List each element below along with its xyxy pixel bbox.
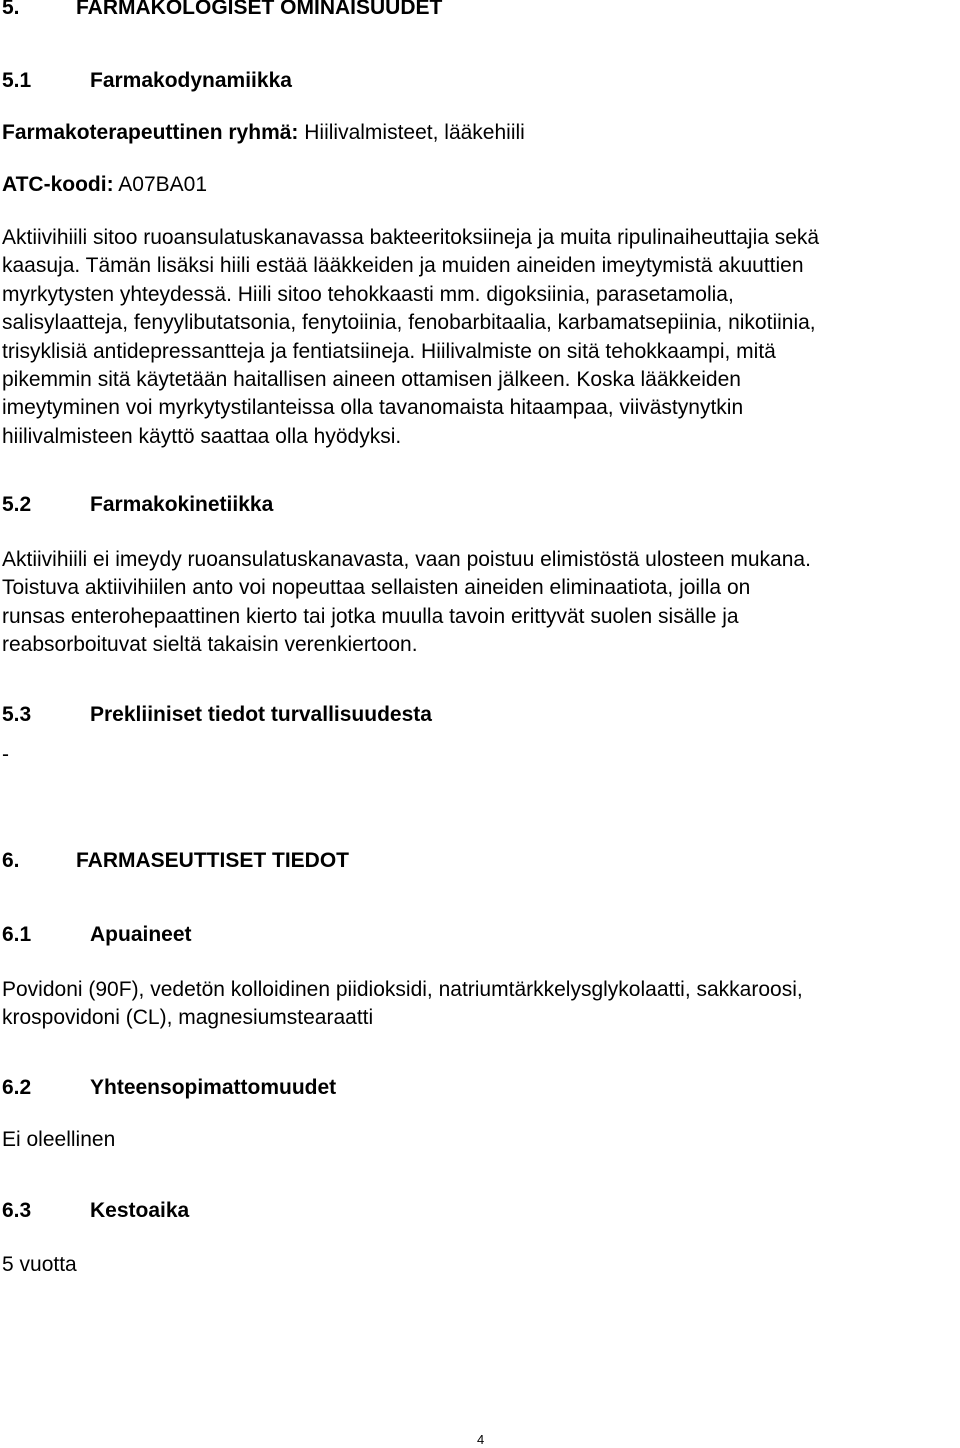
subsection-heading-5-2: [2, 493, 273, 517]
paragraph-line: imeytyminen voi myrkytystilanteissa olla tavanomaista hitaampaa, viivästynytkin: [2, 396, 744, 420]
shelf-life-text: 5 vuotta: [2, 1253, 77, 1276]
excipients-paragraph: [2, 976, 957, 1033]
therapeutic-group-line: [2, 121, 525, 145]
section-number: 5.: [2, 0, 20, 19]
page-number: 4: [477, 1432, 485, 1447]
therapeutic-group-value: Hiilivalmisteet, lääkehiili: [298, 121, 525, 144]
paragraph-line: reabsorboituvat sieltä takaisin verenkiertoon.: [2, 633, 418, 657]
paragraph-line: krospovidoni (CL), magnesiumstearaatti: [2, 1006, 374, 1030]
preclinical-text: -: [2, 743, 9, 766]
paragraph-line: Toistuva aktiivihiilen anto voi nopeuttaa sellaisten aineiden eliminaatiota, joilla on: [2, 576, 751, 600]
atc-code-label: ATC-koodi:: [2, 173, 114, 196]
paragraph-line: salisylaatteja, fenyylibutatsonia, fenytoiinia, fenobarbitaalia, karbamatsepiinia, nikotiinia,: [2, 311, 816, 335]
subsection-number: 6.1: [2, 923, 32, 946]
paragraph-line: myrkytysten yhteydessä. Hiili sitoo tehokkaasti mm. digoksiinia, parasetamolia,: [2, 282, 734, 306]
paragraph-line: Povidoni (90F), vedetön kolloidinen piidioksidi, natriumtärkkelysglykolaatti, sakkaroosi,: [2, 978, 803, 1001]
subsection-number: 5.1: [2, 69, 32, 92]
subsection-heading-5-1: [2, 69, 292, 93]
paragraph-line: kaasuja. Tämän lisäksi hiili estää lääkkeiden ja muiden aineiden imeytymistä akuuttien: [2, 254, 804, 278]
subsection-title: Farmakokinetiikka: [90, 493, 274, 516]
subsection-number: 5.3: [2, 703, 32, 726]
section-title: FARMAKOLOGISET OMINAISUUDET: [76, 0, 443, 19]
subsection-heading-6-1: [2, 923, 192, 947]
paragraph-line: hiilivalmisteen käyttö saattaa olla hyödyksi.: [2, 424, 402, 448]
subsection-number: 6.2: [2, 1076, 32, 1099]
section-number: 6.: [2, 849, 20, 872]
section-heading-5: [2, 0, 442, 20]
paragraph-line: Aktiivihiili ei imeydy ruoansulatuskanavasta, vaan poistuu elimistöstä ulosteen mukana.: [2, 548, 811, 571]
section-heading-6: [2, 849, 349, 873]
subsection-title: Yhteensopimattomuudet: [90, 1076, 337, 1099]
subsection-heading-5-3: [2, 703, 432, 727]
subsection-title: Farmakodynamiikka: [90, 69, 292, 92]
paragraph-line: runsas enterohepaattinen kierto tai jotka muulla tavoin erittyvät suolen sisälle ja: [2, 604, 739, 628]
subsection-heading-6-3: [2, 1199, 189, 1223]
subsection-number: 6.3: [2, 1199, 32, 1222]
subsection-heading-6-2: [2, 1076, 336, 1100]
incompatibilities-text: Ei oleellinen: [2, 1128, 116, 1151]
pharmacokinetics-paragraph: [2, 546, 957, 660]
subsection-title: Kestoaika: [90, 1199, 190, 1222]
atc-code-line: [2, 173, 207, 197]
therapeutic-group-label: Farmakoterapeuttinen ryhmä:: [2, 121, 299, 144]
section-title: FARMASEUTTISET TIEDOT: [76, 849, 349, 872]
pharmacodynamics-paragraph: [2, 224, 957, 451]
subsection-number: 5.2: [2, 493, 32, 516]
atc-code-value: A07BA01: [113, 173, 208, 196]
paragraph-line: Aktiivihiili sitoo ruoansulatuskanavassa bakteeritoksiineja ja muita ripulinaiheuttajia sekä: [2, 226, 820, 249]
subsection-title: Prekliiniset tiedot turvallisuudesta: [90, 703, 432, 726]
paragraph-line: pikemmin sitä käytetään haitallisen aineen ottamisen jälkeen. Koska lääkkeiden: [2, 368, 741, 392]
paragraph-line: trisyklisiä antidepressantteja ja fentiatsiineja. Hiilivalmiste on sitä tehokkaampi, mitä: [2, 339, 776, 363]
subsection-title: Apuaineet: [90, 923, 192, 946]
